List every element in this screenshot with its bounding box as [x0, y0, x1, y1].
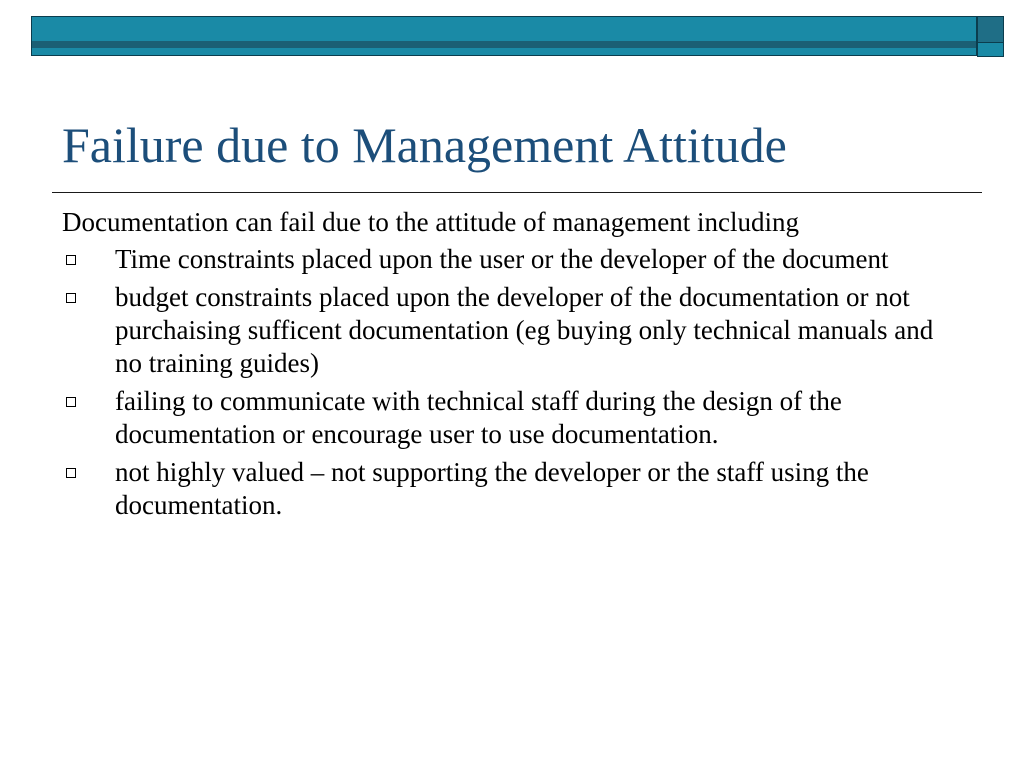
- corner-square-lower: [977, 42, 1004, 57]
- bullet-item: [62, 281, 962, 380]
- slide-title: Failure due to Management Attitude: [62, 117, 787, 173]
- bullet-list: [62, 243, 962, 522]
- bullet-text: Time constraints placed upon the user or the developer of the document: [115, 244, 889, 274]
- bullet-item: [62, 385, 962, 451]
- hollow-square-bullet-icon: [66, 255, 76, 265]
- corner-square: [977, 16, 1004, 43]
- title-divider: [52, 192, 982, 193]
- bullet-text: budget constraints placed upon the developer of the documentation or not purchaising sufficent documentation (eg buying only technical manuals and no training guides): [115, 282, 934, 378]
- hollow-square-bullet-icon: [66, 293, 76, 303]
- intro-text: Documentation can fail due to the attitude of management including: [62, 207, 800, 237]
- hollow-square-bullet-icon: [66, 397, 76, 407]
- bullet-text: failing to communicate with technical staff during the design of the documentation or encourage user to use documentation.: [115, 386, 842, 449]
- header-bar-stripe: [32, 41, 976, 48]
- hollow-square-bullet-icon: [66, 468, 76, 478]
- bullet-item: [62, 456, 962, 522]
- slide-body: [62, 206, 962, 527]
- bullet-item: [62, 243, 962, 276]
- header-bar: [31, 16, 977, 56]
- bullet-text: not highly valued – not supporting the developer or the staff using the documentation.: [115, 457, 869, 520]
